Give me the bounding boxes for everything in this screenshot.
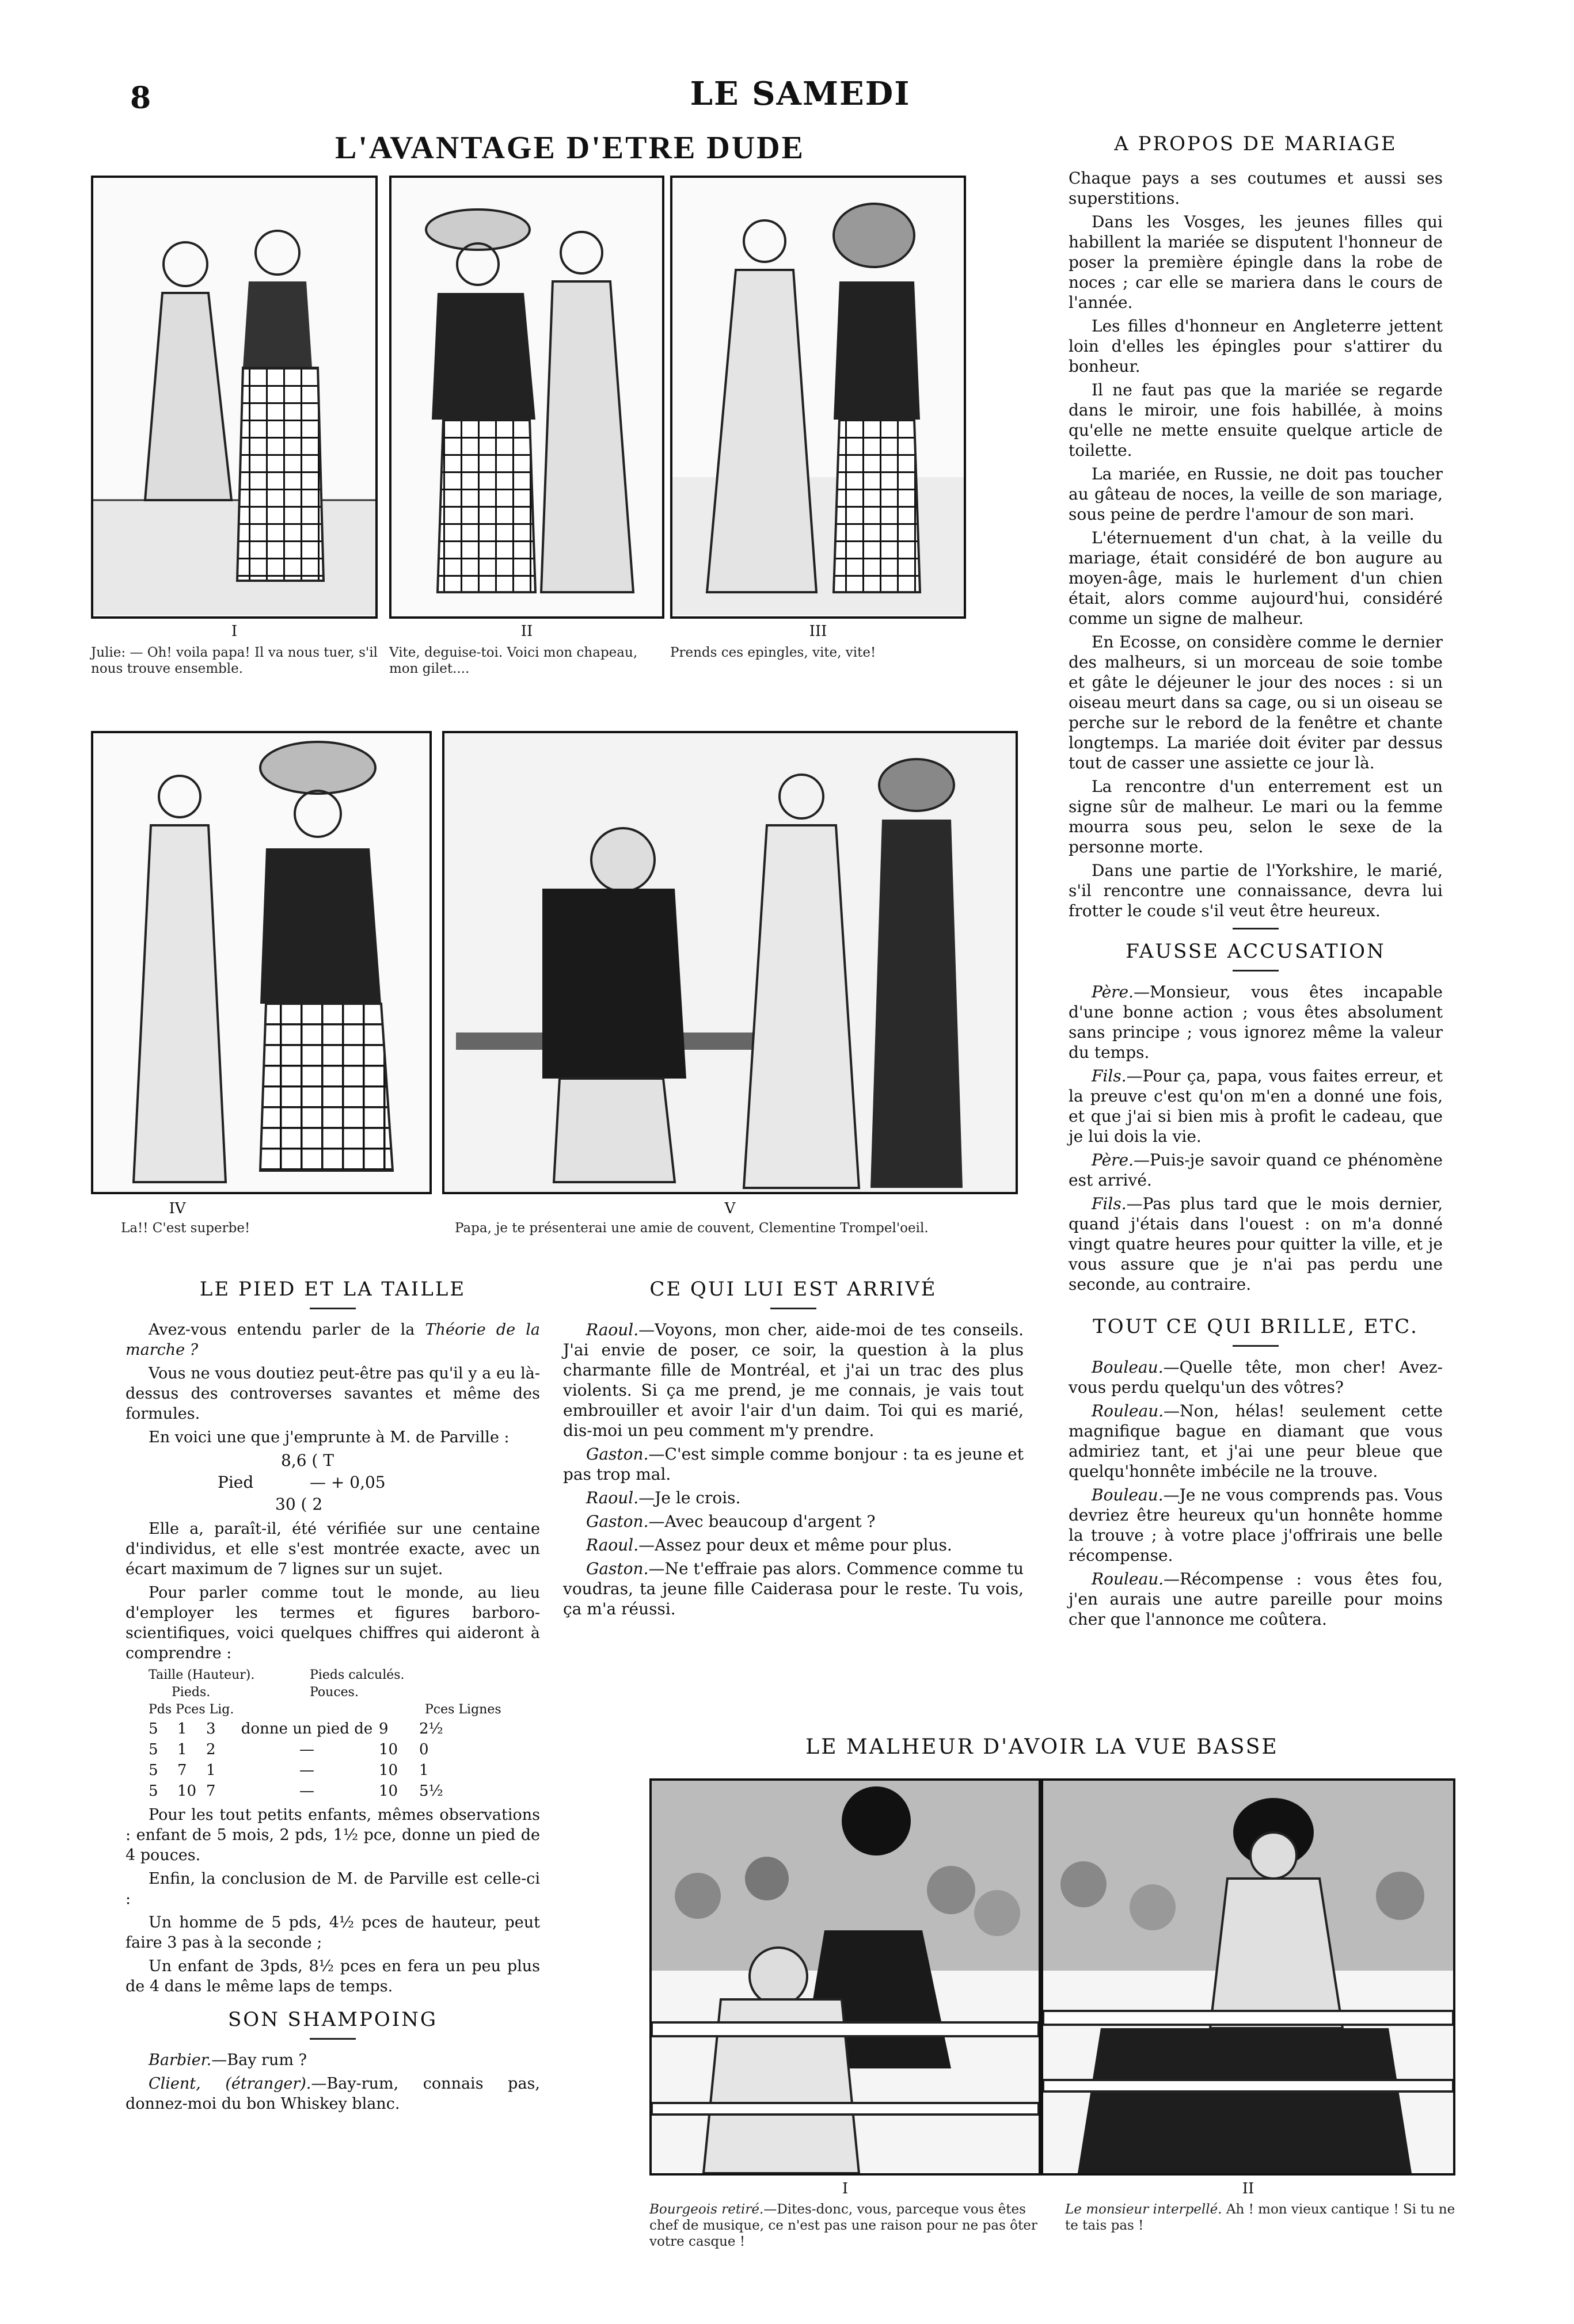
formula (126, 1451, 540, 1514)
table-cell: 7 (177, 1762, 187, 1779)
paragraph: L'éternuement d'un chat, à la veille du mariage, était considéré de bon augure au moyen-âge, mais le hurlement d'un chien était, alors comme aujourd'hui, considéré comme un signe de malheur. (1069, 528, 1443, 628)
table-cell: 1 (177, 1741, 187, 1758)
speaker: Gaston. (586, 1512, 649, 1531)
table-cell: — (299, 1741, 314, 1758)
table-cell: 1 (177, 1720, 187, 1738)
table-cell: 5 (149, 1762, 158, 1779)
speaker: Rouleau. (1092, 1401, 1164, 1420)
divider (770, 1308, 816, 1309)
table-cell: — (299, 1762, 314, 1779)
panel-caption: Papa, je te présenterai une amie de couvent, Clementine Trompel'oeil. (455, 1221, 929, 1236)
speaker: Barbier. (149, 2051, 212, 2069)
dialogue-text: —Non, hélas! seulement cette magnifique bague en diamant que vous admiriez tant, et j'ai une peur bleue que quelqu'honnête imbécile ne la trouve. (1069, 1401, 1443, 1481)
section-title: A PROPOS DE MARIAGE (1114, 132, 1397, 155)
table-cell: 2 (206, 1741, 216, 1758)
table-header: Pds Pces Lig. (149, 1702, 234, 1717)
speaker: Père. (1092, 982, 1134, 1001)
column-pied (126, 1278, 540, 2117)
measurements-table (149, 1667, 540, 1801)
speaker: Rouleau. (1092, 1569, 1164, 1588)
panel-numeral: II (520, 623, 533, 640)
dialogue-text: —Je le crois. (638, 1488, 741, 1507)
speaker: Raoul. (586, 1488, 639, 1507)
paragraph: Un homme de 5 pds, 4½ pces de hauteur, peut faire 3 pas à la seconde ; (126, 1914, 540, 1952)
masthead: LE SAMEDI (690, 75, 911, 113)
table-cell: 5½ (419, 1782, 443, 1800)
dialogue-text: —Assez pour deux et même pour plus. (638, 1536, 952, 1555)
paragraph: Vous ne vous doutiez peut-être pas qu'il y a eu là-dessus des controverses savantes et même des formules. (126, 1365, 540, 1423)
section-title: TOUT CE QUI BRILLE, ETC. (1093, 1315, 1419, 1338)
table-cell: 5 (149, 1741, 158, 1758)
table-cell: 0 (419, 1741, 429, 1758)
speaker: Fils. (1092, 1194, 1127, 1213)
panel-numeral: V (724, 1200, 736, 1217)
dialogue-text: —Puis-je savoir quand ce phénomène est arrivé. (1069, 1150, 1443, 1190)
paragraph: Les filles d'honneur en Angleterre jettent loin d'elles les épingles pour s'attirer du bonheur. (1069, 317, 1443, 376)
table-cell: donne un pied de (241, 1720, 373, 1738)
speaker: Bouleau. (1092, 1358, 1164, 1377)
paragraph: Un enfant de 3pds, 8½ pces en fera un peu plus de 4 dans le même laps de temps. (126, 1957, 540, 1995)
panel-illustration (93, 178, 375, 616)
table-row (149, 1760, 540, 1781)
panel-illustration (391, 178, 662, 616)
panel-caption: Prends ces epingles, vite, vite! (670, 645, 876, 660)
comic-bottom-panel-1 (649, 1778, 1041, 2176)
paragraph: La rencontre d'un enterrement est un signe sûr de malheur. Le mari ou la femme mourra sous peu, selon le sexe de la personne morte. (1069, 777, 1443, 856)
table-cell: 10 (379, 1782, 398, 1800)
comic-bottom-panel-2 (1041, 1778, 1455, 2176)
paragraph: Il ne faut pas que la mariée se regarde dans le miroir, une fois habillée, à moins qu'elle ne mette ensuite quelque article de toilette. (1069, 380, 1443, 460)
table-row (149, 1739, 540, 1760)
divider (1233, 928, 1279, 929)
speaker: Gaston. (586, 1559, 649, 1578)
panel-caption: Vite, deguise-toi. Voici mon chapeau, mon gilet.... (389, 645, 638, 676)
table-cell: 10 (379, 1741, 398, 1758)
table-header: Taille (Hauteur). (149, 1668, 255, 1682)
paragraph: Avez-vous entendu parler de la (149, 1321, 425, 1339)
speaker: Père. (1092, 1150, 1134, 1169)
table-cell: 1 (206, 1762, 216, 1779)
dialogue-text: —Quelle tête, mon cher! Avez-vous perdu quelqu'un des vôtres? (1069, 1358, 1443, 1397)
formula-bottom: 30 ( 2 (275, 1495, 323, 1514)
paragraph: Pour les tout petits enfants, mêmes observations : enfant de 5 mois, 2 pds, 1½ pce, donne un pied de 4 pouces. (126, 1806, 540, 1864)
comic-panel-1 (91, 176, 378, 619)
table-cell: 7 (206, 1782, 216, 1800)
formula-top: 8,6 ( T (281, 1451, 334, 1470)
comic-top-title: L'AVANTAGE D'ETRE DUDE (335, 130, 805, 166)
caption-text: Ah ! mon vieux cantique ! Si tu ne te tais pas ! (1065, 2202, 1455, 2233)
panel-illustration (1043, 1781, 1453, 2173)
paragraph: Enfin, la conclusion de M. de Parville est celle-ci : (126, 1870, 540, 1908)
panel-caption (649, 2201, 1041, 2250)
paragraph: La mariée, en Russie, ne doit pas toucher au gâteau de noces, la veille de son mariage, sous peine de perdre l'amour de son mari. (1069, 464, 1443, 524)
table-cell: 5 (149, 1782, 158, 1800)
dialogue-text: —Pas plus tard que le mois dernier, quand j'étais dans l'ouest : on m'a donné vingt quatre heures pour quitter la ville, et je vous assure que je n'ai pas perdu une seconde, au contraire. (1069, 1194, 1443, 1294)
dialogue-text: —Bay rum ? (211, 2051, 307, 2069)
dialogue-text: —Récompense : vous êtes fou, j'en aurais une autre pareille pour moins cher que l'annonce me coûtera. (1069, 1569, 1443, 1629)
comic-panel-5 (442, 731, 1018, 1194)
dialogue-text: —Avec beaucoup d'argent ? (648, 1512, 876, 1531)
speaker: Raoul. (586, 1320, 639, 1339)
speaker: Raoul. (586, 1536, 639, 1555)
panel-illustration (652, 1781, 1039, 2173)
comic-panel-2 (389, 176, 664, 619)
speaker: Bouleau. (1092, 1485, 1164, 1504)
dialogue-text: —Je ne vous comprends pas. Vous devriez être heureux qu'un honnête homme la trouve ; à votre place j'offrirais une belle récompense. (1069, 1485, 1443, 1565)
paragraph: En voici une que j'emprunte à M. de Parville : (149, 1428, 510, 1446)
table-cell: 9 (379, 1720, 389, 1738)
dialogue-text: —Bay-rum, connais pas, donnez-moi du bon Whiskey blanc. (126, 2075, 540, 2113)
table-cell: — (299, 1782, 314, 1800)
formula-label: Pied (218, 1473, 254, 1492)
panel-caption (1065, 2201, 1457, 2234)
dialogue-text: —Pour ça, papa, vous faites erreur, et la preuve c'est qu'on m'en a donné une fois, et que j'ai si bien mis à profit le cadeau, que je lui dois la vie. (1069, 1066, 1443, 1146)
dialogue-text: —Ne t'effraie pas alors. Commence comme tu voudras, ta jeune fille Caiderasa pour le reste. Tu vois, ça m'a réussi. (563, 1559, 1024, 1618)
paragraph: Elle a, paraît-il, été vérifiée sur une centaine d'individus, et elle s'est montrée exacte, avec un écart maximum de 7 lignes sur un sujet. (126, 1520, 540, 1578)
book-title: Théorie de la marche ? (126, 1321, 540, 1359)
comic-panel-4 (91, 731, 432, 1194)
divider (1233, 970, 1279, 971)
divider (310, 2038, 356, 2040)
divider (1233, 1345, 1279, 1347)
table-row (149, 1719, 540, 1739)
paragraph: Pour parler comme tout le monde, au lieu d'employer les termes et figures barboro-scientifiques, voici quelques chiffres qui aideront à comprendre : (126, 1584, 540, 1662)
speaker: Client, (étranger). (149, 2075, 311, 2093)
dialogue-text: —Voyons, mon cher, aide-moi de tes conseils. J'ai envie de poser, ce soir, la question à la plus charmante fille de Montréal, et j'ai un trac des plus violents. Si ça me prend, je me connais, je vais tout embrouiller et avoir l'air d'un daim. Toi qui es marié, dis-moi un peu comment m'y prendre. (563, 1320, 1024, 1440)
table-header: Pieds calculés. (310, 1668, 405, 1682)
page-number: 8 (130, 81, 151, 116)
formula-mid: — + 0,05 (310, 1473, 386, 1492)
table-cell: 2½ (419, 1720, 443, 1738)
paragraph: Dans une partie de l'Yorkshire, le marié, s'il rencontre une connaissance, devra lui frotter le coude s'il veut être heureux. (1069, 861, 1443, 920)
section-title: FAUSSE ACCUSATION (1126, 940, 1386, 963)
panel-numeral: II (1242, 2180, 1254, 2197)
table-cell: 5 (149, 1720, 158, 1738)
table-cell: 10 (177, 1782, 197, 1800)
speaker: Bourgeois retiré. (649, 2202, 764, 2217)
panel-caption: La!! C'est superbe! (121, 1221, 250, 1236)
speaker: Gaston. (586, 1445, 649, 1464)
speaker: Le monsieur interpellé. (1065, 2202, 1222, 2217)
section-title: LE PIED ET LA TAILLE (199, 1278, 466, 1301)
section-title: CE QUI LUI EST ARRIVÉ (649, 1278, 937, 1301)
comic-bottom-title: LE MALHEUR D'AVOIR LA VUE BASSE (805, 1735, 1279, 1759)
table-header: Pces Lignes (425, 1702, 501, 1717)
table-cell: 1 (419, 1762, 429, 1779)
panel-numeral: I (842, 2180, 849, 2197)
dialogue-text: —Monsieur, vous êtes incapable d'une bonne action ; vous êtes absolument sans principe ; vous ignorez même la valeur du temps. (1069, 982, 1443, 1062)
panel-illustration (672, 178, 964, 616)
column-mariage (1069, 132, 1443, 1633)
table-header: Pouces. (310, 1685, 359, 1700)
dialogue-text: —C'est simple comme bonjour : ta es jeune et pas trop mal. (563, 1445, 1024, 1484)
table-cell: 3 (206, 1720, 216, 1738)
panel-illustration (93, 733, 429, 1192)
panel-illustration (444, 733, 1016, 1192)
comic-panel-3 (670, 176, 966, 619)
table-cell: 10 (379, 1762, 398, 1779)
panel-caption: Julie: — Oh! voila papa! Il va nous tuer, s'il nous trouve ensemble. (91, 645, 378, 676)
panel-numeral: III (809, 623, 827, 640)
divider (310, 1308, 356, 1309)
section-title: SON SHAMPOING (227, 2008, 438, 2031)
paragraph: Dans les Vosges, les jeunes filles qui habillent la mariée se disputent l'honneur de poser la première épingle dans la robe de noces ; car elle se mariera dans le cours de l'année. (1069, 212, 1443, 312)
panel-numeral: IV (169, 1200, 186, 1217)
table-header: Pieds. (172, 1685, 211, 1700)
paragraph: Chaque pays a ses coutumes et aussi ses superstitions. (1069, 169, 1443, 208)
column-arrive (563, 1278, 1024, 1622)
caption-text: —Dites-donc, vous, parceque vous êtes chef de musique, ce n'est pas une raison pour ne pas ôter votre casque ! (649, 2202, 1037, 2249)
speaker: Fils. (1092, 1066, 1127, 1085)
table-row (149, 1781, 540, 1801)
paragraph: En Ecosse, on considère comme le dernier des malheurs, si un morceau de soie tombe et gâte le déjeuner le jour des noces : si un oiseau meurt dans sa cage, ou si un oiseau se perche sur le rebord de la fenêtre et chante longtemps. La mariée doit éviter par dessus tout de casser une assiette ce jour là. (1069, 633, 1443, 772)
panel-numeral: I (231, 623, 238, 640)
